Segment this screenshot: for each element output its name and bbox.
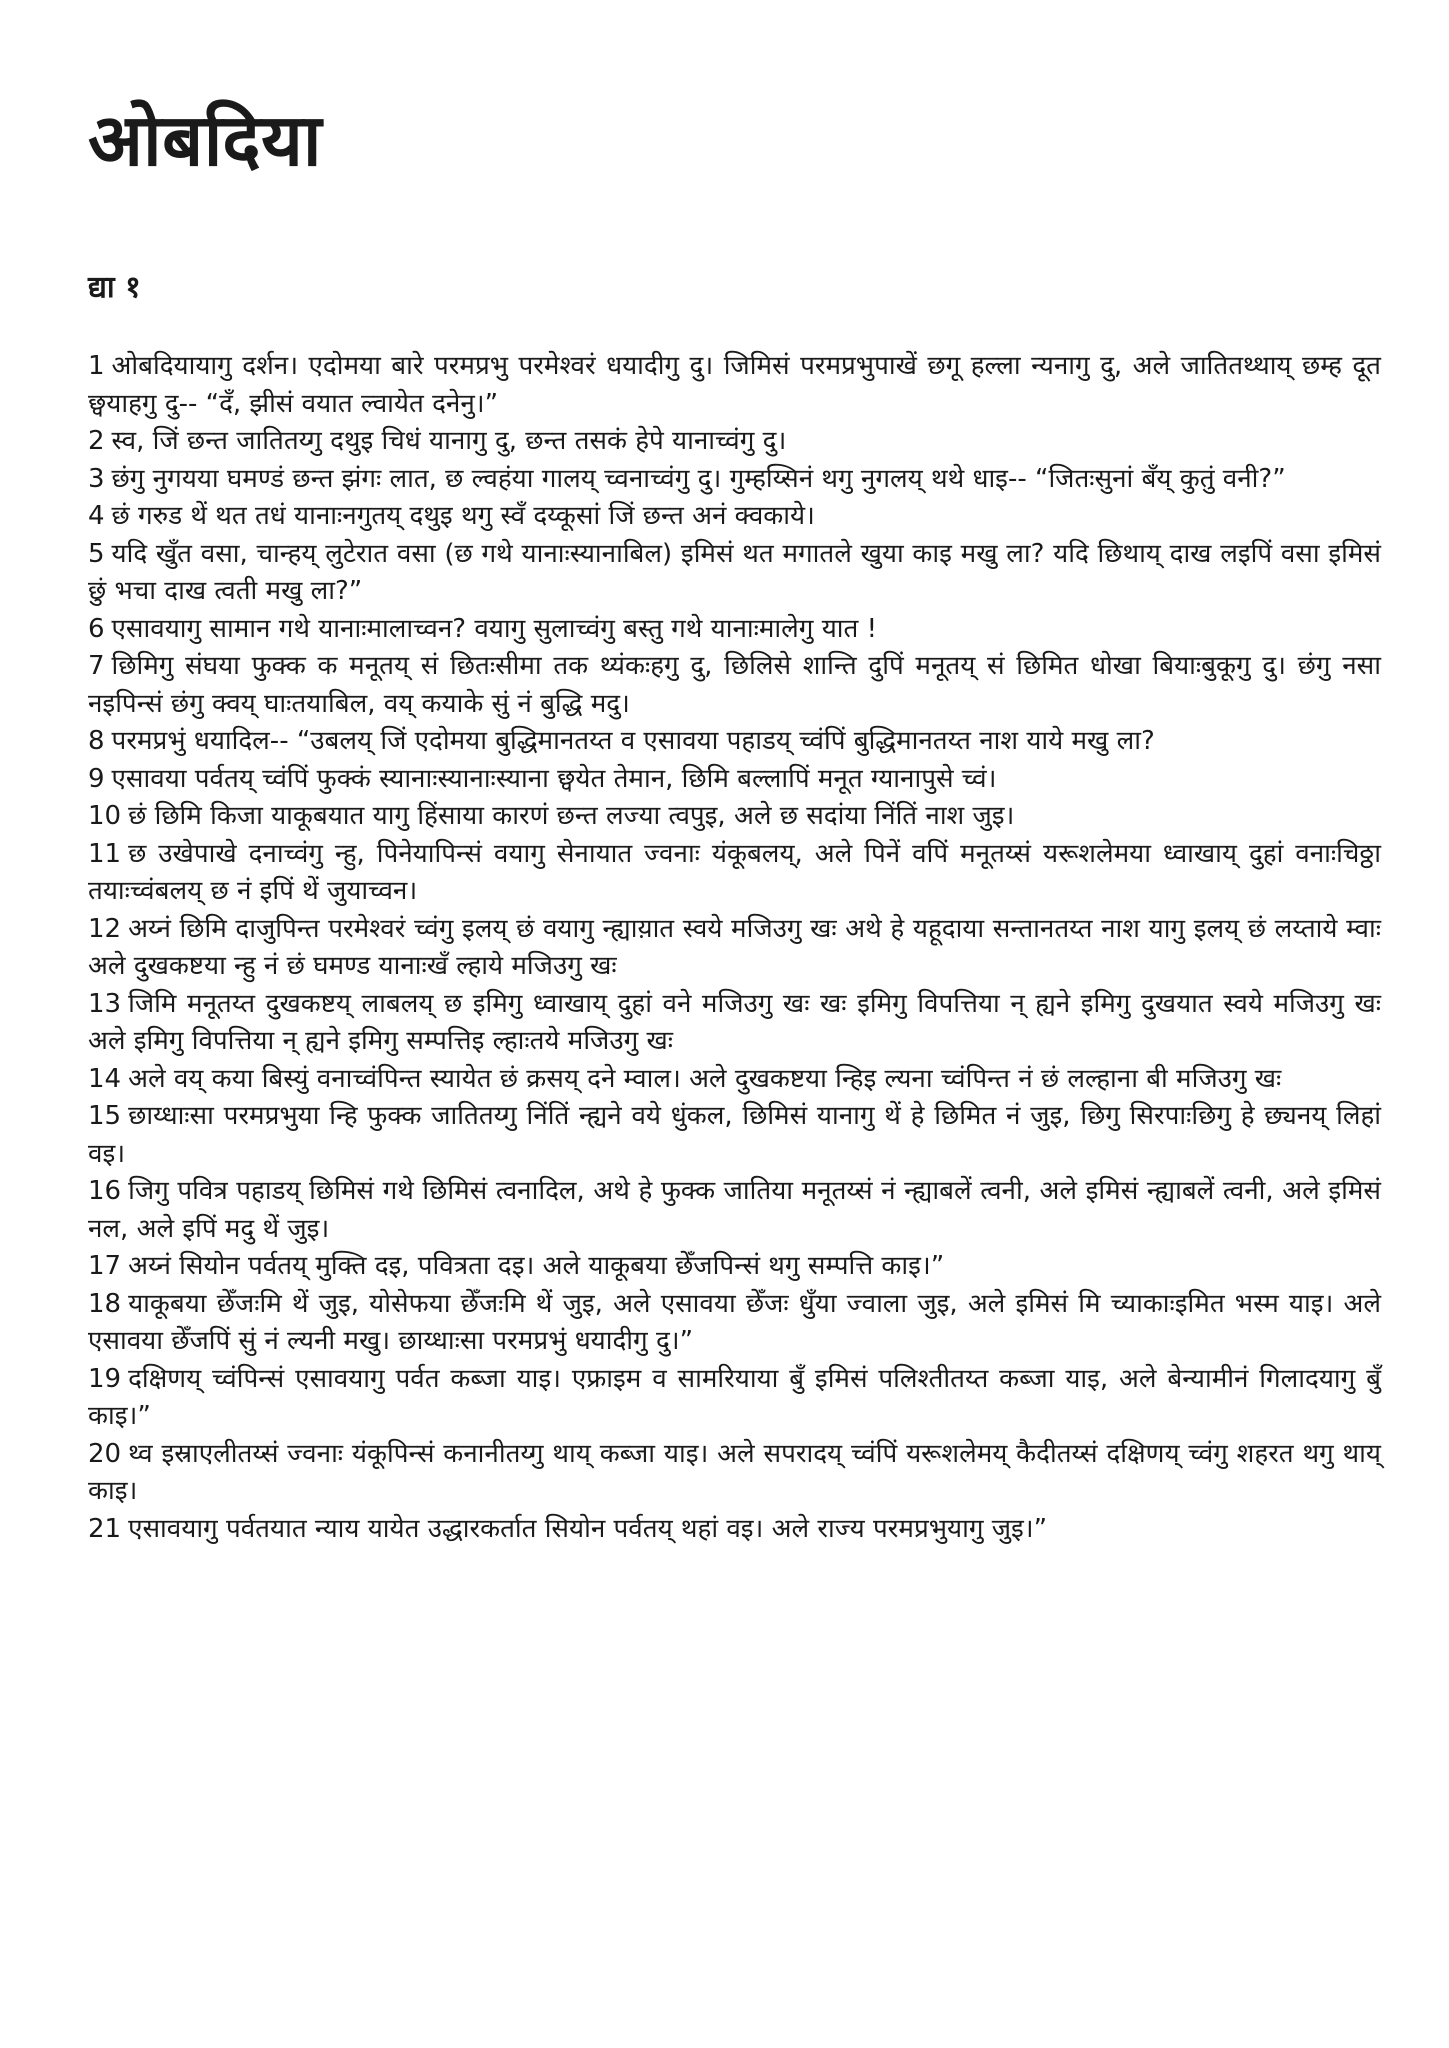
verse: [88, 723, 1381, 761]
verse: [88, 761, 1381, 799]
verse-number: 17: [88, 1251, 122, 1281]
verse-text: एसावयागु पर्वतयात न्याय यायेत उद्धारकर्तात सियोन पर्वतय् थहां वइ। अले राज्य परमप्रभुयागु जुइ।”: [128, 1513, 1048, 1544]
verse-text: ओबदियायागु दर्शन। एदोमया बारे परमप्रभु परमेश्वरं धयादीगु दु। जिमिसं परमप्रभुपाखें छगू हल्ला न्यनागु दु, अले जातितथ्थाय् छम्ह दूत छ्वयाहगु दु-- “दँ, झीसं वयात ल्वायेत दनेनु।”: [88, 351, 1381, 419]
verse-text: छ उखेपाखे दनाच्वंगु न्हु, पिनेयापिन्सं वयागु सेनायात ज्वनाः यंकूबलय्, अले पिनें वपिं मनूतय्सं यरूशलेमया ध्वाखाय् दुहां वनाःचिठ्ठा तयाःच्वंबलय् छ नं इपिं थें जुयाच्वन।: [88, 838, 1381, 906]
verse-number: 19: [88, 1363, 122, 1394]
verse-text: एसावयागु सामान गथे यानाःमालाच्वन? वयागु सुलाच्वंगु बस्तु गथे यानाःमालेगु यात !: [111, 613, 878, 644]
verse-text: अय्नं सियोन पर्वतय् मुक्ति दइ, पवित्रता दइ। अले याकूबया छेँजपिन्सं थगु सम्पत्ति काइ।”: [128, 1251, 945, 1281]
verse-number: 14: [88, 1063, 122, 1094]
verse-text: परमप्रभुं धयादिल-- “उबलय् जिं एदोमया बुद्धिमानतय्त व एसावया पहाडय् च्वंपिं बुद्धिमानतय्त नाश याये मखु ला?: [111, 726, 1155, 756]
verse-number: 20: [88, 1438, 122, 1469]
verse: [88, 1511, 1381, 1549]
verse-number: 10: [88, 801, 122, 831]
verse-number: 9: [88, 763, 105, 794]
verse: [88, 498, 1381, 536]
verse-text: अय्नं छिमि दाजुपिन्त परमेश्वरं च्वंगु इलय् छं वयागु न्ह्याय़ात स्वये मजिउगु खः अथे हे यहूदाया सन्तानतय्त नाश यागु इलय् छं लय्ताये म्वाः अले दुखकष्टया न्हु नं छं घमण्ड यानाःखँ ल्हाये मजिउगु खः: [88, 913, 1381, 981]
verse: [88, 1098, 1381, 1173]
verse-number: 11: [88, 838, 122, 869]
verse: [88, 536, 1381, 611]
verse-text: जिमि मनूतय्त दुखकष्टय् लाबलय् छ इमिगु ध्वाखाय् दुहां वने मजिउगु खः खः इमिगु विपत्तिया न् ह्यने इमिगु दुखयात स्वये मजिउगु खः अले इमिगु विपत्तिया न् ह्यने इमिगु सम्पत्तिइ ल्हाःतये मजिउगु खः: [88, 988, 1381, 1056]
verse-number: 15: [88, 1101, 122, 1131]
verse: [88, 348, 1381, 423]
verse-text: थ्व इस्राएलीतय्सं ज्वनाः यंकूपिन्सं कनानीतय्गु थाय् कब्जा याइ। अले सपरादय् च्वंपिं यरूशलेमय् कैदीतय्सं दक्षिणय् च्वंगु शहरत थगु थाय् काइ।: [88, 1438, 1381, 1506]
verse: [88, 1436, 1381, 1511]
verse: [88, 1361, 1381, 1436]
verse: [88, 423, 1381, 461]
verse-number: 13: [88, 988, 122, 1019]
verse-text: याकूबया छेँजःमि थें जुइ, योसेफया छेँजःमि थें जुइ, अले एसावया छेँजः धुँया ज्वाला जुइ, अले इमिसं मि च्याकाःइमित भस्म याइ। अले एसावया छेँजपिं सुं नं ल्यनी मखु। छाय्धाःसा परमप्रभुं धयादीगु दु।”: [88, 1288, 1381, 1356]
verse-text: एसावया पर्वतय् च्वंपिं फुक्कं स्यानाःस्यानाःस्याना छ्वयेत तेमान, छिमि बल्लापिं मनूत ग्यानापुसे च्वं।: [111, 763, 997, 794]
verse-number: 1: [88, 351, 105, 381]
verse-text: छं गरुड थें थत तधं यानाःनगुतय् दथुइ थगु स्वँ दय्कूसां जिं छन्त अनं क्वकाये।: [111, 501, 815, 531]
verse-number: 12: [88, 913, 122, 944]
verse: [88, 1173, 1381, 1248]
verse: [88, 1286, 1381, 1361]
verse-number: 2: [88, 426, 105, 456]
verse: [88, 911, 1381, 986]
verse: [88, 648, 1381, 723]
verse-text: छंगु नुगयया घमण्डं छन्त झंगः लात, छ ल्वहंया गालय् च्वनाच्वंगु दु। गुम्हय्सिनं थगु नुगलय् थथे धाइ-- “जितःसुनां बँय् कुतुं वनी?”: [111, 463, 1286, 494]
verse-text: छिमिगु संघया फुक्क क मनूतय् सं छितःसीमा तक थ्यंकःहगु दु, छिलिसे शान्ति दुपिं मनूतय् सं छिमित धोखा बियाःबुकूगु दु। छंगु नसा नइपिन्सं छंगु क्वय् घाःतयाबिल, वय् कयाके सुं नं बुद्धि मदु।: [88, 651, 1381, 719]
verse-number: 4: [88, 501, 105, 531]
verse-text: दक्षिणय् च्वंपिन्सं एसावयागु पर्वत कब्जा याइ। एफ्राइम व सामरियाया बुँ इमिसं पलिश्तीतय्त कब्जा याइ, अले बेन्यामीनं गिलादयागु बुँ काइ।”: [88, 1363, 1381, 1431]
verse-number: 3: [88, 463, 105, 494]
verse-number: 16: [88, 1176, 122, 1206]
verse-text: छाय्धाःसा परमप्रभुया न्हि फुक्क जातितय्गु निंतिं न्ह्यने वये धुंकल, छिमिसं यानागु थें हे छिमित नं जुइ, छिगु सिरपाःछिगु हे छ्यनय् लिहां वइ।: [88, 1101, 1381, 1169]
verse: [88, 836, 1381, 911]
verse: [88, 611, 1381, 649]
verse-number: 6: [88, 613, 105, 644]
verse-number: 5: [88, 538, 105, 569]
verse: [88, 798, 1381, 836]
verse-number: 21: [88, 1513, 122, 1544]
verse-text: स्व, जिं छन्त जातितय्गु दथुइ चिधं यानागु दु, छन्त तसकं हेपे यानाच्वंगु दु।: [111, 426, 787, 456]
verse: [88, 986, 1381, 1061]
verse: [88, 1061, 1381, 1099]
verse-text: यदि खुँत वसा, चान्हय् लुटेरात वसा (छ गथे यानाःस्यानाबिल) इमिसं थत मगातले खुया काइ मखु ला? यदि छिथाय् दाख लइपिं वसा इमिसं छुं भचा दाख त्वती मखु ला?”: [88, 538, 1381, 606]
verse: [88, 1248, 1381, 1286]
verse-text: छं छिमि किजा याकूबयात यागु हिंसाया कारणं छन्त लज्या त्वपुइ, अले छ सदांया निंतिं नाश जुइ।: [128, 801, 1015, 831]
verse-text: अले वय् कया बिस्युं वनाच्वंपिन्त स्यायेत छं क्रसय् दने म्वाल। अले दुखकष्टया न्हिइ ल्यना च्वंपिन्त नं छं लल्हाना बी मजिउगु खः: [128, 1063, 1282, 1094]
verse-number: 8: [88, 726, 105, 756]
verse-number: 7: [88, 651, 105, 681]
chapter-heading: द्या १: [88, 270, 141, 305]
verse-text: जिगु पवित्र पहाडय् छिमिसं गथे छिमिसं त्वनादिल, अथे हे फुक्क जातिया मनूतय्सं नं न्ह्याबलें त्वनी, अले इमिसं न्ह्याबलें त्वनी, अले इमिसं नल, अले इपिं मदु थें जुइ।: [88, 1176, 1381, 1244]
book-title: ओबदिया: [88, 98, 323, 182]
verse: [88, 461, 1381, 499]
verse-list: [88, 348, 1381, 1548]
verse-number: 18: [88, 1288, 122, 1319]
